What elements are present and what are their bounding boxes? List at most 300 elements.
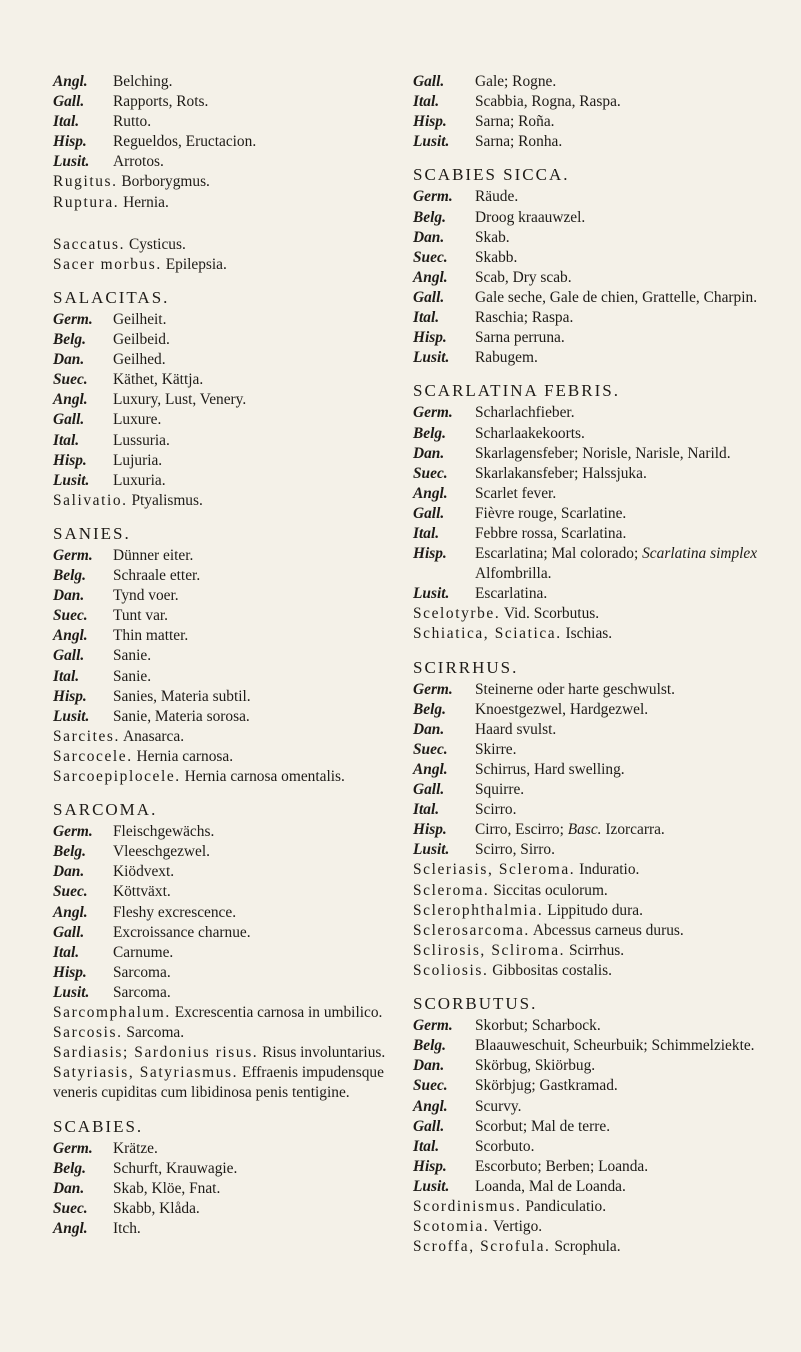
translation-value [475, 424, 771, 444]
translation-line [53, 822, 405, 842]
language-label: Hisp. [413, 113, 447, 131]
translation-line [53, 862, 405, 882]
translation-line [413, 1117, 771, 1137]
translation-value [113, 410, 405, 430]
reference-value: Hernia carnosa. [136, 747, 234, 765]
translation-line [413, 504, 771, 524]
translation-line [53, 310, 405, 330]
language-label: Ital. [413, 524, 440, 542]
translation-line [53, 370, 405, 390]
translation-text: Scharlaakekoorts. [475, 424, 585, 442]
reference-term: Scordinismus. [413, 1197, 522, 1215]
translation-text: Vleeschgezwel. [113, 843, 210, 861]
reference-value: Pandiculatio. [525, 1197, 607, 1215]
translation-line [413, 92, 771, 112]
language-label: Hisp. [53, 133, 87, 151]
translation-line [413, 1097, 771, 1117]
language-label: Suec. [413, 1077, 448, 1095]
translation-line [413, 72, 771, 92]
translation-text: Scharlachfieber. [475, 404, 575, 422]
cross-reference-line [413, 860, 771, 880]
translation-text: Skörbjug; Gastkramad. [475, 1077, 618, 1095]
reference-value: Vid. Scorbutus. [503, 605, 600, 623]
translation-value [113, 606, 405, 626]
translation-line [53, 687, 405, 707]
reference-term: Sarcoepiplocele. [53, 768, 181, 785]
translation-value [475, 720, 771, 740]
translation-value [475, 72, 771, 92]
translation-value [475, 1076, 771, 1096]
translation-text: Thin matter. [113, 627, 189, 645]
translation-text: Geilhed. [113, 351, 166, 369]
translation-value [475, 1097, 771, 1117]
translation-line [53, 646, 405, 666]
translation-line [413, 208, 771, 228]
language-label: Angl. [413, 761, 448, 778]
language-label: Dan. [413, 720, 445, 738]
language-label: Belg. [413, 1037, 446, 1055]
translation-value [475, 132, 771, 152]
cross-reference-line [413, 1197, 771, 1217]
translation-line [53, 707, 405, 727]
right-column [413, 72, 771, 1257]
language-label: Germ. [413, 1017, 453, 1035]
language-label: Angl. [413, 268, 448, 286]
translation-line [53, 963, 405, 983]
translation-text: Lussuria. [113, 431, 170, 449]
translation-text: Rabugem. [475, 349, 538, 367]
translation-text: Scorbuto. [475, 1137, 535, 1155]
translation-value [475, 1117, 771, 1137]
translation-text: Rapports, Rots. [113, 93, 209, 111]
language-label: Suec. [53, 1199, 88, 1217]
translation-text: Tunt var. [113, 607, 169, 625]
translation-line [413, 424, 771, 444]
language-label: Gall. [53, 923, 85, 941]
translation-value [475, 760, 771, 780]
translation-text: Schurft, Krauwagie. [113, 1159, 238, 1177]
language-label: Gall. [53, 93, 85, 111]
translation-text: Lujuria. [113, 451, 163, 469]
language-label: Suec. [413, 740, 448, 758]
cross-reference-line [53, 193, 405, 213]
reference-term: Sarcomphalum. [53, 1004, 171, 1022]
cross-reference-line [53, 172, 405, 192]
cross-reference-line [53, 491, 405, 511]
translation-value [113, 152, 405, 172]
translation-text: Skirre. [475, 740, 517, 758]
translation-text: Excroissance charnue. [113, 923, 251, 941]
reference-term: Ruptura. [53, 193, 120, 211]
reference-term: Sacer morbus. [53, 255, 162, 273]
translation-line [53, 1139, 405, 1159]
translation-text: Luxuria. [113, 471, 166, 489]
translation-text: Escarlatina; Mal colorado; [475, 545, 639, 563]
translation-text: Sarna; Roña. [475, 113, 555, 131]
cross-reference-line [53, 1023, 405, 1043]
translation-value [475, 820, 771, 840]
translation-line [53, 350, 405, 370]
cross-reference-line [413, 1237, 771, 1257]
translation-value [113, 132, 405, 152]
translation-text: Arrotos. [113, 153, 164, 171]
language-label: Belg. [413, 700, 446, 718]
translation-value [475, 524, 771, 544]
language-label: Angl. [53, 73, 88, 90]
translation-line [413, 112, 771, 132]
language-label: Germ. [53, 546, 93, 564]
translation-value [475, 208, 771, 228]
language-label: Gall. [413, 73, 445, 90]
translation-value [475, 1036, 771, 1056]
translation-text: Escorbuto; Berben; Loanda. [475, 1157, 649, 1175]
translation-line [53, 390, 405, 410]
translation-line [413, 403, 771, 423]
translation-line [53, 566, 405, 586]
language-label: Germ. [53, 1139, 93, 1157]
translation-line [413, 444, 771, 464]
translation-text: Rutto. [113, 113, 152, 131]
language-label: Lusit. [53, 983, 90, 1001]
translation-value [113, 330, 405, 350]
entry-headword: SALACITAS. [53, 287, 170, 307]
language-label: Hisp. [53, 451, 87, 469]
language-label: Angl. [53, 627, 88, 645]
translation-value [475, 680, 771, 700]
language-label: Belg. [413, 208, 446, 226]
translation-value [475, 248, 771, 268]
reference-value: Epilepsia. [165, 255, 227, 273]
translation-text: Luxure. [113, 411, 162, 429]
translation-value [113, 707, 405, 727]
cross-reference-line [53, 235, 405, 255]
language-label: Belg. [53, 567, 86, 585]
reference-term: Scelotyrbe. [413, 605, 501, 623]
translation-value [475, 484, 771, 504]
translation-line [413, 1076, 771, 1096]
language-label: Germ. [53, 823, 93, 841]
translation-line [413, 544, 771, 584]
language-label: Germ. [413, 680, 453, 698]
language-label: Angl. [413, 1097, 448, 1115]
translation-value [475, 840, 771, 860]
translation-value [113, 451, 405, 471]
reference-term: Saccatus. [53, 235, 126, 253]
reference-value: Ptyalismus. [131, 491, 203, 509]
language-label: Hisp. [53, 963, 87, 981]
language-label: Germ. [413, 404, 453, 422]
reference-value: Effraenis impudensque veneris cupiditas cum libidinosa penis tentigine. [53, 1064, 384, 1102]
reference-value: Borborygmus. [121, 173, 210, 191]
language-label: Ital. [53, 943, 80, 961]
language-label: Lusit. [53, 707, 90, 725]
language-label: Ital. [413, 801, 440, 819]
reference-term: Scleriasis, Scleroma. [413, 861, 576, 879]
translation-value [113, 1179, 405, 1199]
cross-reference-line [413, 881, 771, 901]
translation-text: Skabb. [475, 248, 518, 266]
cross-reference-line [53, 747, 405, 767]
language-label: Ital. [413, 93, 440, 111]
translation-text: Sarcoma. [113, 963, 171, 981]
translation-value [113, 1159, 405, 1179]
translation-text: Escarlatina. [475, 585, 548, 603]
translation-line [413, 1036, 771, 1056]
reference-term: Salivatio. [53, 491, 128, 509]
reference-value: Excrescentia carnosa in umbilico. [174, 1004, 383, 1022]
language-label: Dan. [53, 351, 85, 369]
translation-value [475, 1056, 771, 1076]
reference-value: Risus involuntarius. [262, 1044, 386, 1062]
translation-text: Fièvre rouge, Scarlatine. [475, 504, 627, 522]
translation-line [53, 132, 405, 152]
translation-text: Geilbeid. [113, 331, 170, 349]
translation-line [53, 606, 405, 626]
language-label: Suec. [53, 883, 88, 901]
translation-text: Scab, Dry scab. [475, 268, 572, 286]
translation-line [53, 1199, 405, 1219]
translation-line [413, 268, 771, 288]
translation-text: Schraale etter. [113, 567, 201, 585]
translation-value [113, 862, 405, 882]
translation-line [413, 484, 771, 504]
translation-text: Fleischgewächs. [113, 823, 215, 841]
translation-value [113, 586, 405, 606]
language-label: Suec. [53, 371, 88, 389]
language-label: Suec. [413, 248, 448, 266]
translation-text: Geilheit. [113, 310, 167, 328]
translation-value [475, 112, 771, 132]
language-label: Germ. [413, 188, 453, 206]
translation-text: Skörbug, Skiörbug. [475, 1057, 596, 1075]
translation-value [475, 1016, 771, 1036]
translation-text: Loanda, Mal de Loanda. [475, 1177, 626, 1195]
translation-line [53, 882, 405, 902]
language-label: Hisp. [413, 1157, 447, 1175]
translation-text: Regueldos, Eructacion. [113, 133, 257, 151]
reference-term: Scroffa, Scrofula. [413, 1238, 551, 1256]
reference-value: Siccitas oculorum. [493, 881, 608, 899]
reference-value: Hernia carnosa omentalis. [184, 768, 345, 785]
translation-value [475, 1137, 771, 1157]
translation-text: Kiödvext. [113, 863, 175, 881]
translation-value [475, 780, 771, 800]
reference-term: Rugitus. [53, 173, 118, 191]
reference-value: Ischias. [565, 625, 613, 643]
language-label: Gall. [413, 504, 445, 522]
language-label: Lusit. [53, 471, 90, 489]
translation-value [475, 1177, 771, 1197]
translation-value [475, 328, 771, 348]
translation-line [413, 720, 771, 740]
language-label: Angl. [53, 903, 88, 921]
language-label: Gall. [53, 647, 85, 665]
translation-value [475, 308, 771, 328]
reference-value: Lippitudo dura. [547, 901, 643, 919]
translation-line [53, 451, 405, 471]
translation-line [413, 288, 771, 308]
translation-text: Steinerne oder harte geschwulst. [475, 680, 676, 698]
translation-text: Räude. [475, 188, 519, 206]
translation-text: Skab, Klöe, Fnat. [113, 1179, 221, 1197]
cross-reference-line [413, 961, 771, 981]
translation-line [413, 740, 771, 760]
language-label: Hisp. [413, 329, 447, 347]
language-label: Lusit. [413, 841, 450, 859]
translation-text: Sanies, Materia subtil. [113, 687, 251, 705]
translation-value [113, 370, 405, 390]
translation-line [53, 842, 405, 862]
translation-text: Blaauweschuit, Scheurbuik; Schimmelziekte. [475, 1037, 755, 1055]
translation-value [113, 72, 405, 92]
language-label: Dan. [53, 1179, 85, 1197]
reference-term: Scotomia. [413, 1218, 490, 1236]
translation-line [413, 760, 771, 780]
language-label: Gall. [413, 1117, 445, 1135]
translation-value [475, 348, 771, 368]
translation-line [53, 983, 405, 1003]
translation-value [475, 403, 771, 423]
translation-line [53, 1159, 405, 1179]
translation-value [113, 963, 405, 983]
translation-value [113, 943, 405, 963]
translation-line [53, 586, 405, 606]
translation-value [113, 1139, 405, 1159]
translation-line [413, 464, 771, 484]
reference-term: Sclirosis, Scliroma. [413, 941, 566, 959]
language-label: Dan. [413, 1057, 445, 1075]
translation-value [475, 800, 771, 820]
translation-value [475, 1157, 771, 1177]
translation-line [53, 626, 405, 646]
translation-value [475, 444, 771, 464]
translation-text: Scabbia, Rogna, Raspa. [475, 93, 621, 111]
translation-value [475, 700, 771, 720]
reference-value: Vertigo. [492, 1218, 543, 1236]
reference-value: Scirrhus. [569, 941, 625, 959]
translation-line [413, 780, 771, 800]
translation-value [113, 842, 405, 862]
translation-line [413, 308, 771, 328]
translation-line [413, 248, 771, 268]
translation-text: Skab. [475, 228, 510, 246]
translation-text: Scirro. [475, 801, 517, 819]
translation-value [475, 268, 771, 288]
translation-line [413, 187, 771, 207]
translation-line [413, 132, 771, 152]
translation-value [475, 740, 771, 760]
translation-text: Sanie, Materia sorosa. [113, 707, 250, 725]
cross-reference-line [413, 1217, 771, 1237]
language-label: Dan. [413, 444, 445, 462]
entry-headword: SANIES. [53, 523, 131, 543]
translation-value [113, 882, 405, 902]
reference-term: Schiatica, Sciatica. [413, 625, 562, 643]
language-label: Lusit. [413, 1177, 450, 1195]
translation-text: Skarlakansfeber; Halssjuka. [475, 464, 647, 482]
translation-value [113, 431, 405, 451]
translation-text: Itch. [113, 1219, 141, 1237]
spacer [53, 213, 405, 235]
left-column [53, 72, 405, 1239]
translation-line [53, 92, 405, 112]
cross-reference-line [53, 1003, 405, 1023]
translation-text: Knoestgezwel, Hardgezwel. [475, 700, 649, 718]
language-label: Germ. [53, 310, 93, 328]
language-label: Angl. [53, 391, 88, 409]
translation-line [413, 328, 771, 348]
translation-text: Sanie. [113, 667, 152, 685]
translation-line [413, 700, 771, 720]
reference-value: Cysticus. [128, 235, 186, 253]
cross-reference-line [53, 1043, 405, 1063]
reference-value: Scrophula. [554, 1238, 621, 1256]
translation-text: Krätze. [113, 1139, 158, 1157]
cross-reference-line [413, 624, 771, 644]
language-label: Lusit. [53, 153, 90, 171]
language-label: Suec. [413, 464, 448, 482]
translation-italic: Scarlatina simplex [642, 545, 758, 563]
translation-text: Droog kraauwzel. [475, 208, 586, 226]
translation-text: Schirrus, Hard swelling. [475, 761, 625, 778]
translation-value [113, 983, 405, 1003]
reference-term: Sarcosis. [53, 1024, 123, 1042]
language-label: Belg. [53, 331, 86, 349]
language-label: Angl. [413, 484, 448, 502]
cross-reference-line [413, 941, 771, 961]
language-label: Lusit. [413, 585, 450, 603]
language-label: Ital. [53, 431, 80, 449]
language-label: Belg. [53, 843, 86, 861]
translation-text: Fleshy excrescence. [113, 903, 237, 921]
translation-line [413, 800, 771, 820]
translation-line [413, 584, 771, 604]
translation-line [53, 943, 405, 963]
translation-line [413, 840, 771, 860]
entry-headword: SCABIES. [53, 1116, 144, 1136]
entry-headword: SCARLATINA FEBRIS. [413, 381, 620, 401]
language-label: Dan. [413, 228, 445, 246]
translation-text: Skarlagensfeber; Norisle, Narisle, Narild. [475, 444, 731, 462]
reference-value: Abcessus carneus durus. [532, 921, 684, 939]
language-label: Gall. [413, 288, 445, 306]
cross-reference-line [53, 255, 405, 275]
translation-line [53, 112, 405, 132]
reference-value: Gibbositas costalis. [492, 961, 612, 979]
translation-line [413, 680, 771, 700]
reference-value: Hernia. [123, 193, 169, 211]
translation-value [113, 92, 405, 112]
translation-value [113, 1219, 405, 1239]
translation-value [113, 667, 405, 687]
translation-line [413, 1016, 771, 1036]
translation-text: Käthet, Kättja. [113, 371, 204, 389]
cross-reference-line [53, 1063, 405, 1103]
language-label: Ital. [53, 113, 80, 131]
translation-line [53, 330, 405, 350]
translation-value [113, 350, 405, 370]
translation-text: Luxury, Lust, Venery. [113, 391, 247, 409]
translation-text: Gale; Rogne. [475, 73, 557, 90]
translation-text: Haard svulst. [475, 720, 557, 738]
translation-text: Sarna; Ronha. [475, 133, 563, 151]
translation-line [413, 348, 771, 368]
translation-value [113, 646, 405, 666]
reference-term: Sclerosarcoma. [413, 921, 530, 939]
reference-term: Scoliosis. [413, 961, 489, 979]
translation-text: Raschia; Raspa. [475, 309, 574, 327]
translation-line [53, 410, 405, 430]
